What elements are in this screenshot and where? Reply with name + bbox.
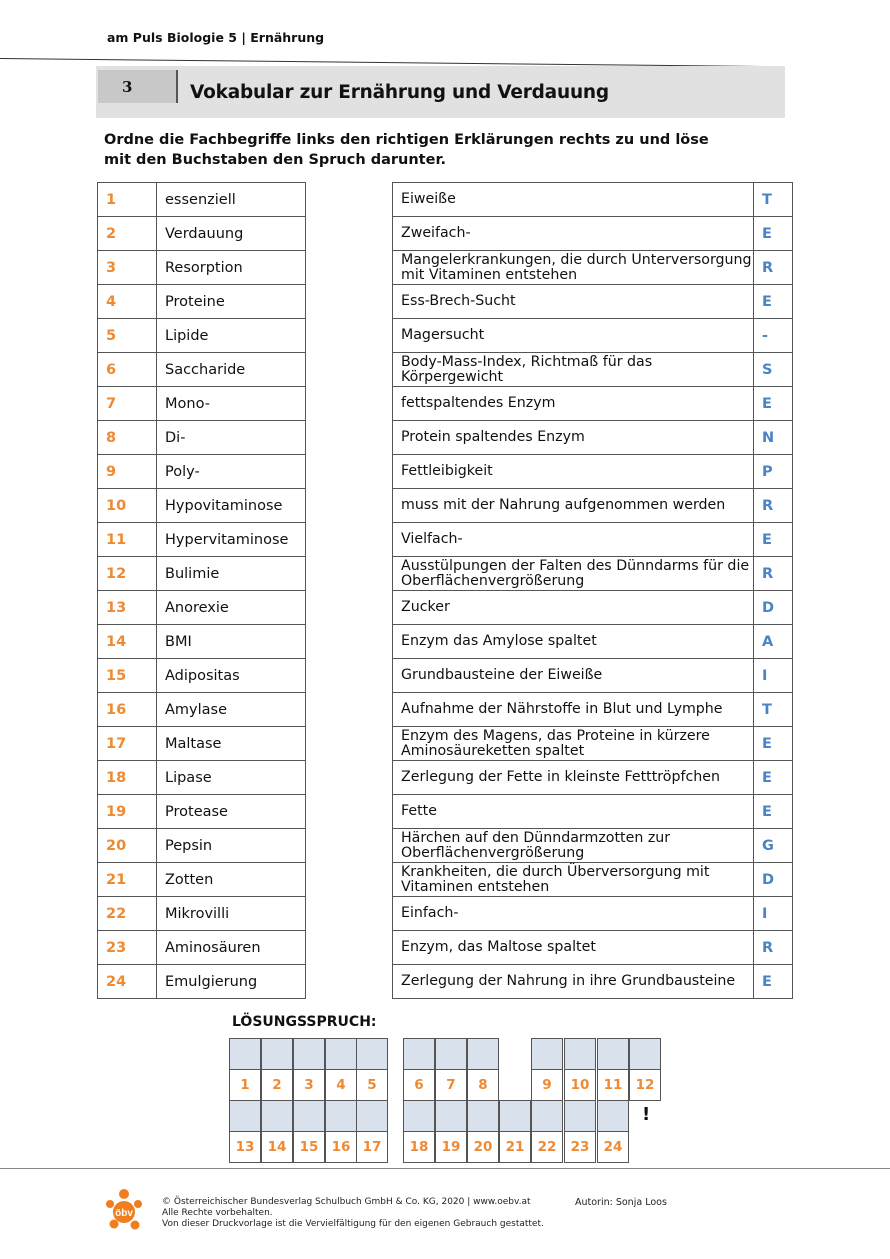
solution-number: 22	[531, 1131, 563, 1163]
term-row	[98, 931, 306, 965]
solution-number: 12	[629, 1069, 661, 1101]
term-number: 23	[98, 931, 157, 965]
explanation-letter: R	[754, 489, 793, 523]
solution-number: 7	[435, 1069, 467, 1101]
terms-table	[97, 182, 306, 999]
explanation-row	[393, 353, 793, 387]
term-label: Protease	[157, 795, 306, 829]
term-label: Maltase	[157, 727, 306, 761]
explanation-row	[393, 863, 793, 897]
term-label: Resorption	[157, 251, 306, 285]
explanation-letter: S	[754, 353, 793, 387]
explanation-letter: D	[754, 863, 793, 897]
term-number: 17	[98, 727, 157, 761]
term-number: 16	[98, 693, 157, 727]
solution-letter-box[interactable]	[435, 1038, 467, 1070]
term-number: 22	[98, 897, 157, 931]
term-number: 19	[98, 795, 157, 829]
term-number: 1	[98, 183, 157, 217]
explanation-letter: E	[754, 217, 793, 251]
solution-letter-box[interactable]	[356, 1038, 388, 1070]
solution-number: 18	[403, 1131, 435, 1163]
term-row	[98, 863, 306, 897]
solution-letter-box[interactable]	[293, 1100, 325, 1132]
solution-number: 21	[499, 1131, 531, 1163]
solution-number: 10	[564, 1069, 596, 1101]
copyright-line: © Österreichischer Bundesverlag Schulbuch GmbH & Co. KG, 2020 | www.oebv.at	[162, 1197, 531, 1207]
explanation-letter: -	[754, 319, 793, 353]
explanation-letter: T	[754, 183, 793, 217]
solution-number: 3	[293, 1069, 325, 1101]
solution-letter-box[interactable]	[597, 1100, 629, 1132]
term-number: 12	[98, 557, 157, 591]
term-label: Adipositas	[157, 659, 306, 693]
explanation-text: Krankheiten, die durch Überversorgung mit Vitaminen entstehen	[393, 863, 754, 897]
explanation-row	[393, 965, 793, 999]
term-number: 6	[98, 353, 157, 387]
solution-letter-box[interactable]	[531, 1038, 563, 1070]
term-row	[98, 557, 306, 591]
author-credit: Autorin: Sonja Loos	[575, 1197, 667, 1208]
explanation-text: Enzym das Amylose spaltet	[393, 625, 754, 659]
term-label: Anorexie	[157, 591, 306, 625]
explanation-letter: P	[754, 455, 793, 489]
term-number: 20	[98, 829, 157, 863]
explanation-letter: D	[754, 591, 793, 625]
term-number: 24	[98, 965, 157, 999]
explanation-row	[393, 523, 793, 557]
explanations-table	[392, 182, 793, 999]
explanation-letter: E	[754, 761, 793, 795]
explanation-row	[393, 693, 793, 727]
explanation-text: Zucker	[393, 591, 754, 625]
explanation-letter: T	[754, 693, 793, 727]
term-row	[98, 591, 306, 625]
solution-number: 8	[467, 1069, 499, 1101]
explanation-row	[393, 285, 793, 319]
solution-letter-box[interactable]	[597, 1038, 629, 1070]
explanation-row	[393, 931, 793, 965]
page-title: Vokabular zur Ernährung und Verdauung	[190, 82, 609, 103]
solution-letter-box[interactable]	[403, 1038, 435, 1070]
term-row	[98, 421, 306, 455]
term-label: Verdauung	[157, 217, 306, 251]
solution-title: LÖSUNGSSPRUCH:	[232, 1014, 377, 1030]
solution-letter-box[interactable]	[356, 1100, 388, 1132]
explanation-row	[393, 455, 793, 489]
explanation-letter: E	[754, 795, 793, 829]
explanation-row	[393, 659, 793, 693]
solution-number: 2	[261, 1069, 293, 1101]
solution-letter-box[interactable]	[261, 1038, 293, 1070]
copyright-line: Von dieser Druckvorlage ist die Vervielfältigung für den eigenen Gebrauch gestattet.	[162, 1219, 544, 1229]
term-row	[98, 183, 306, 217]
term-row	[98, 829, 306, 863]
solution-letter-box[interactable]	[293, 1038, 325, 1070]
explanation-row	[393, 829, 793, 863]
term-number: 3	[98, 251, 157, 285]
explanation-row	[393, 251, 793, 285]
term-number: 11	[98, 523, 157, 557]
term-row	[98, 659, 306, 693]
explanation-text: Protein spaltendes Enzym	[393, 421, 754, 455]
term-row	[98, 285, 306, 319]
explanation-text: Body-Mass-Index, Richtmaß für das Körpergewicht	[393, 353, 754, 387]
explanation-letter: I	[754, 659, 793, 693]
term-number: 8	[98, 421, 157, 455]
term-label: Emulgierung	[157, 965, 306, 999]
logo-text: öbv	[115, 1208, 133, 1219]
term-number: 21	[98, 863, 157, 897]
solution-number: 16	[325, 1131, 357, 1163]
term-row	[98, 727, 306, 761]
explanation-row	[393, 319, 793, 353]
explanation-row	[393, 897, 793, 931]
book-header: am Puls Biologie 5 | Ernährung	[107, 30, 325, 45]
solution-letter-box[interactable]	[261, 1100, 293, 1132]
term-label: Proteine	[157, 285, 306, 319]
term-row	[98, 625, 306, 659]
solution-number: 4	[325, 1069, 357, 1101]
explanation-letter: G	[754, 829, 793, 863]
solution-letter-box[interactable]	[325, 1100, 357, 1132]
explanation-row	[393, 727, 793, 761]
term-number: 9	[98, 455, 157, 489]
solution-letter-box[interactable]	[403, 1100, 435, 1132]
explanation-text: Enzym, das Maltose spaltet	[393, 931, 754, 965]
explanation-row	[393, 421, 793, 455]
explanation-row	[393, 183, 793, 217]
term-row	[98, 693, 306, 727]
term-number: 10	[98, 489, 157, 523]
term-row	[98, 897, 306, 931]
term-row	[98, 455, 306, 489]
term-label: Mono-	[157, 387, 306, 421]
explanation-row	[393, 591, 793, 625]
explanation-text: Eiweiße	[393, 183, 754, 217]
term-number: 14	[98, 625, 157, 659]
term-number: 2	[98, 217, 157, 251]
explanation-text: Enzym des Magens, das Proteine in kürzere Aminosäureketten spaltet	[393, 727, 754, 761]
explanation-text: Einfach-	[393, 897, 754, 931]
term-row	[98, 217, 306, 251]
explanation-letter: E	[754, 965, 793, 999]
explanation-text: Ess-Brech-Sucht	[393, 285, 754, 319]
term-row	[98, 353, 306, 387]
explanation-text: Zweifach-	[393, 217, 754, 251]
explanation-letter: E	[754, 285, 793, 319]
explanation-text: Zerlegung der Nahrung in ihre Grundbausteine	[393, 965, 754, 999]
explanation-letter: I	[754, 897, 793, 931]
term-row	[98, 761, 306, 795]
copyright-notice	[162, 1197, 544, 1230]
explanation-text: Vielfach-	[393, 523, 754, 557]
term-label: BMI	[157, 625, 306, 659]
explanation-text: Fettleibigkeit	[393, 455, 754, 489]
term-label: Saccharide	[157, 353, 306, 387]
term-number: 18	[98, 761, 157, 795]
solution-number: 13	[229, 1131, 261, 1163]
section-number: 3	[98, 70, 178, 103]
solution-letter-box[interactable]	[564, 1038, 596, 1070]
instruction-text: Ordne die Fachbegriffe links den richtigen Erklärungen rechts zu und löse mit den Buchstaben den Spruch darunter.	[104, 132, 709, 168]
solution-letter-box[interactable]	[325, 1038, 357, 1070]
solution-number: 9	[531, 1069, 563, 1101]
term-label: Di-	[157, 421, 306, 455]
explanation-letter: R	[754, 557, 793, 591]
explanation-text: Ausstülpungen der Falten des Dünndarms für die Oberflächenvergrößerung	[393, 557, 754, 591]
explanation-row	[393, 557, 793, 591]
copyright-line: Alle Rechte vorbehalten.	[162, 1208, 273, 1218]
solution-number: 24	[597, 1131, 629, 1163]
term-label: Hypervitaminose	[157, 523, 306, 557]
term-row	[98, 965, 306, 999]
solution-number: 5	[356, 1069, 388, 1101]
solution-number: 17	[356, 1131, 388, 1163]
solution-number: 23	[564, 1131, 596, 1163]
term-label: Bulimie	[157, 557, 306, 591]
explanation-row	[393, 625, 793, 659]
term-label: Pepsin	[157, 829, 306, 863]
term-label: Hypovitaminose	[157, 489, 306, 523]
term-number: 7	[98, 387, 157, 421]
term-row	[98, 251, 306, 285]
explanation-row	[393, 387, 793, 421]
explanation-letter: E	[754, 523, 793, 557]
term-row	[98, 795, 306, 829]
solution-letter-box[interactable]	[531, 1100, 563, 1132]
explanation-row	[393, 795, 793, 829]
term-number: 4	[98, 285, 157, 319]
term-label: essenziell	[157, 183, 306, 217]
explanation-text: Magersucht	[393, 319, 754, 353]
term-label: Zotten	[157, 863, 306, 897]
term-label: Poly-	[157, 455, 306, 489]
explanation-text: Mangelerkrankungen, die durch Unterversorgung mit Vitaminen entstehen	[393, 251, 754, 285]
solution-number: 6	[403, 1069, 435, 1101]
explanation-text: muss mit der Nahrung aufgenommen werden	[393, 489, 754, 523]
term-label: Lipide	[157, 319, 306, 353]
solution-letter-box[interactable]	[629, 1038, 661, 1070]
solution-number: 20	[467, 1131, 499, 1163]
term-row	[98, 319, 306, 353]
explanation-text: Aufnahme der Nährstoffe in Blut und Lymphe	[393, 693, 754, 727]
solution-letter-box[interactable]	[564, 1100, 596, 1132]
solution-number: 14	[261, 1131, 293, 1163]
explanation-row	[393, 489, 793, 523]
explanation-text: Grundbausteine der Eiweiße	[393, 659, 754, 693]
term-row	[98, 523, 306, 557]
term-label: Lipase	[157, 761, 306, 795]
solution-letter-box[interactable]	[499, 1100, 531, 1132]
solution-letter-box[interactable]	[435, 1100, 467, 1132]
explanation-row	[393, 761, 793, 795]
solution-number: 1	[229, 1069, 261, 1101]
solution-end-mark: !	[642, 1104, 651, 1125]
term-row	[98, 387, 306, 421]
explanation-text: Fette	[393, 795, 754, 829]
explanation-letter: R	[754, 931, 793, 965]
solution-number: 11	[597, 1069, 629, 1101]
solution-letter-box[interactable]	[467, 1038, 499, 1070]
term-label: Aminosäuren	[157, 931, 306, 965]
explanation-letter: E	[754, 727, 793, 761]
explanation-row	[393, 217, 793, 251]
explanation-letter: N	[754, 421, 793, 455]
explanation-letter: A	[754, 625, 793, 659]
term-number: 15	[98, 659, 157, 693]
explanation-text: Härchen auf den Dünndarmzotten zur Oberflächenvergrößerung	[393, 829, 754, 863]
term-label: Amylase	[157, 693, 306, 727]
solution-letter-box[interactable]	[229, 1100, 261, 1132]
solution-letter-box[interactable]	[467, 1100, 499, 1132]
term-label: Mikrovilli	[157, 897, 306, 931]
oebv-logo	[104, 1188, 144, 1232]
term-number: 5	[98, 319, 157, 353]
explanation-letter: R	[754, 251, 793, 285]
footer-divider	[0, 1168, 890, 1169]
term-number: 13	[98, 591, 157, 625]
explanation-text: Zerlegung der Fette in kleinste Fetttröpfchen	[393, 761, 754, 795]
explanation-text: fettspaltendes Enzym	[393, 387, 754, 421]
solution-number: 19	[435, 1131, 467, 1163]
solution-number: 15	[293, 1131, 325, 1163]
solution-letter-box[interactable]	[229, 1038, 261, 1070]
term-row	[98, 489, 306, 523]
explanation-letter: E	[754, 387, 793, 421]
